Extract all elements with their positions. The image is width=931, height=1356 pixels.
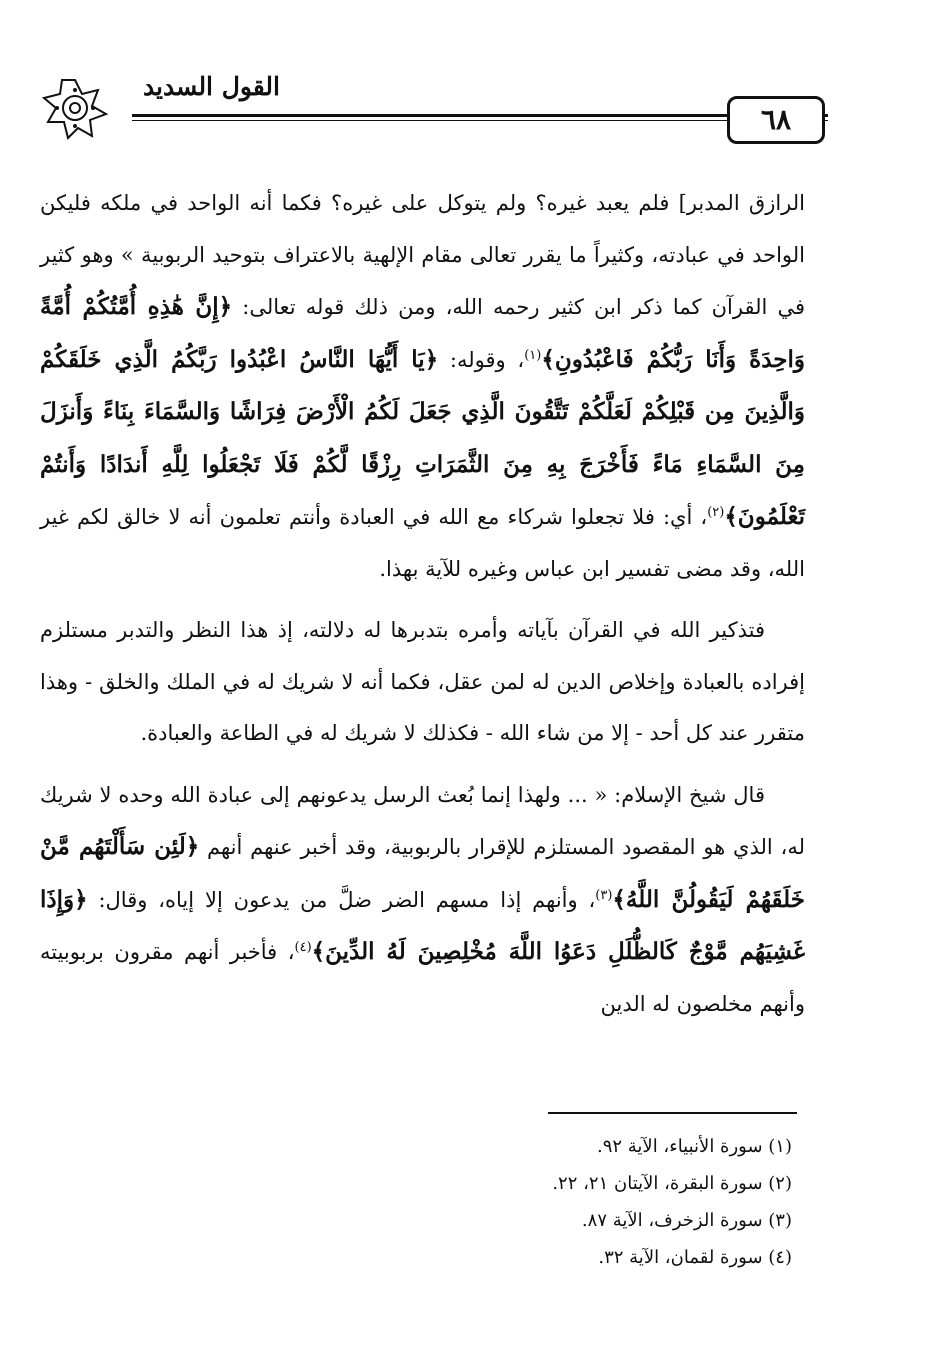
- paragraph-2: فتذكير الله في القرآن بآياته وأمره بتدبرها له دلالته، إذ هذا النظر والتدبر مستلزم إفراده بالعبادة وإخلاص الدين له لمن عقل، فكما أنه لا شريك له في الملك والخلق - وهذا متقرر عند كل أحد - إلا من شاء الله - فكذلك لا شريك له في الطاعة والعبادة.: [40, 618, 805, 745]
- paragraph-3: [40, 770, 805, 1031]
- header-rule-thin: [132, 120, 828, 121]
- footnote-3: (٣) سورة الزخرف، الآية ٨٧.: [581, 1210, 792, 1231]
- footnote-2: (٢) سورة البقرة، الآيتان ٢١، ٢٢.: [552, 1173, 792, 1194]
- star-flower-ornament-icon: [40, 76, 110, 140]
- text-segment: الرازق المدبر] فلم يعبد غيره؟ ولم يتوكل على غيره؟ فكما أنه الواحد في ملكه فليكن الواحد في عبادته، وكثيراً ما يقرر تعالى مقام الإلهية بالاعتراف بتوحيد الربوبية » وهو كثير في القرآن كما ذكر ابن كثير رحمه الله، ومن ذلك قوله تعالى:: [40, 191, 805, 319]
- text-segment: ، فأخبر أنهم مقرون بربوبيته وأنهم مخلصون له الدين: [40, 940, 805, 1016]
- text-segment: ، أي: فلا تجعلوا شركاء مع الله في العبادة وأنتم تعلمون أنه لا خالق لكم غير الله، وقد مضى تفسير ابن عباس وغيره للآية بهذا.: [40, 505, 805, 581]
- footnote-1: (١) سورة الأنبياء، الآية ٩٢.: [596, 1136, 792, 1157]
- footnote-reference: (٢): [707, 505, 725, 520]
- footnote-reference: (١): [524, 347, 542, 363]
- footnote-reference: (٣): [595, 887, 613, 903]
- text-segment: ، وأنهم إذا مسهم الضر ضلَّ من يدعون إلا إياه، وقال:: [87, 887, 596, 912]
- quran-verse: ﴿يَا أَيُّهَا النَّاسُ اعْبُدُوا رَبَّكُمُ الَّذِي خَلَقَكُمْ وَالَّذِينَ مِن قَبْلِكُمْ لَعَلَّكُمْ تَتَّقُونَ الَّذِي جَعَلَ لَكُمُ الْأَرْضَ فِرَاشًا وَالسَّمَاءَ بِنَاءً وَأَنزَلَ مِنَ السَّمَاءِ مَاءً فَأَخْرَجَ بِهِ مِنَ الثَّمَرَاتِ رِزْقًا لَّكُمْ فَلَا تَجْعَلُوا لِلَّهِ أَندَادًا وَأَنتُمْ تَعْلَمُونَ﴾: [40, 345, 805, 530]
- footnote-separator: [548, 1112, 797, 1114]
- text-segment: قال شيخ الإسلام: « ... ولهذا إنما بُعث الرسل يدعونهم إلى عبادة الله وحده لا شريك له، الذي هو المقصود المستلزم للإقرار بالربوبية، وقد أخبر عنهم أنهم: [40, 782, 805, 859]
- book-title: القول السديد: [142, 72, 280, 101]
- page-header: [40, 70, 900, 140]
- paragraph-1: [40, 178, 805, 595]
- quran-verse: ﴿وَإِذَا غَشِيَهُم مَّوْجٌ كَالظُّلَلِ دَعَوُا اللَّهَ مُخْلِصِينَ لَهُ الدِّينَ﴾: [40, 885, 805, 965]
- quran-verse: ﴿إِنَّ هَٰذِهِ أُمَّتُكُمْ أُمَّةً وَاحِدَةً وَأَنَا رَبُّكُمْ فَاعْبُدُونِ﴾: [40, 293, 806, 373]
- footnote-4: (٤) سورة لقمان، الآية ٣٢.: [598, 1247, 792, 1268]
- footnote-reference: (٤): [294, 940, 312, 955]
- footnotes: [440, 1128, 792, 1276]
- page-number: ٦٨: [727, 96, 825, 144]
- quran-verse: ﴿لَئِن سَأَلْتَهُم مَّنْ خَلَقَهُمْ لَيَقُولُنَّ اللَّهُ﴾: [40, 833, 805, 913]
- header-rule: [132, 114, 828, 117]
- page-body: [40, 178, 805, 1040]
- text-segment: ، وقوله:: [438, 347, 525, 372]
